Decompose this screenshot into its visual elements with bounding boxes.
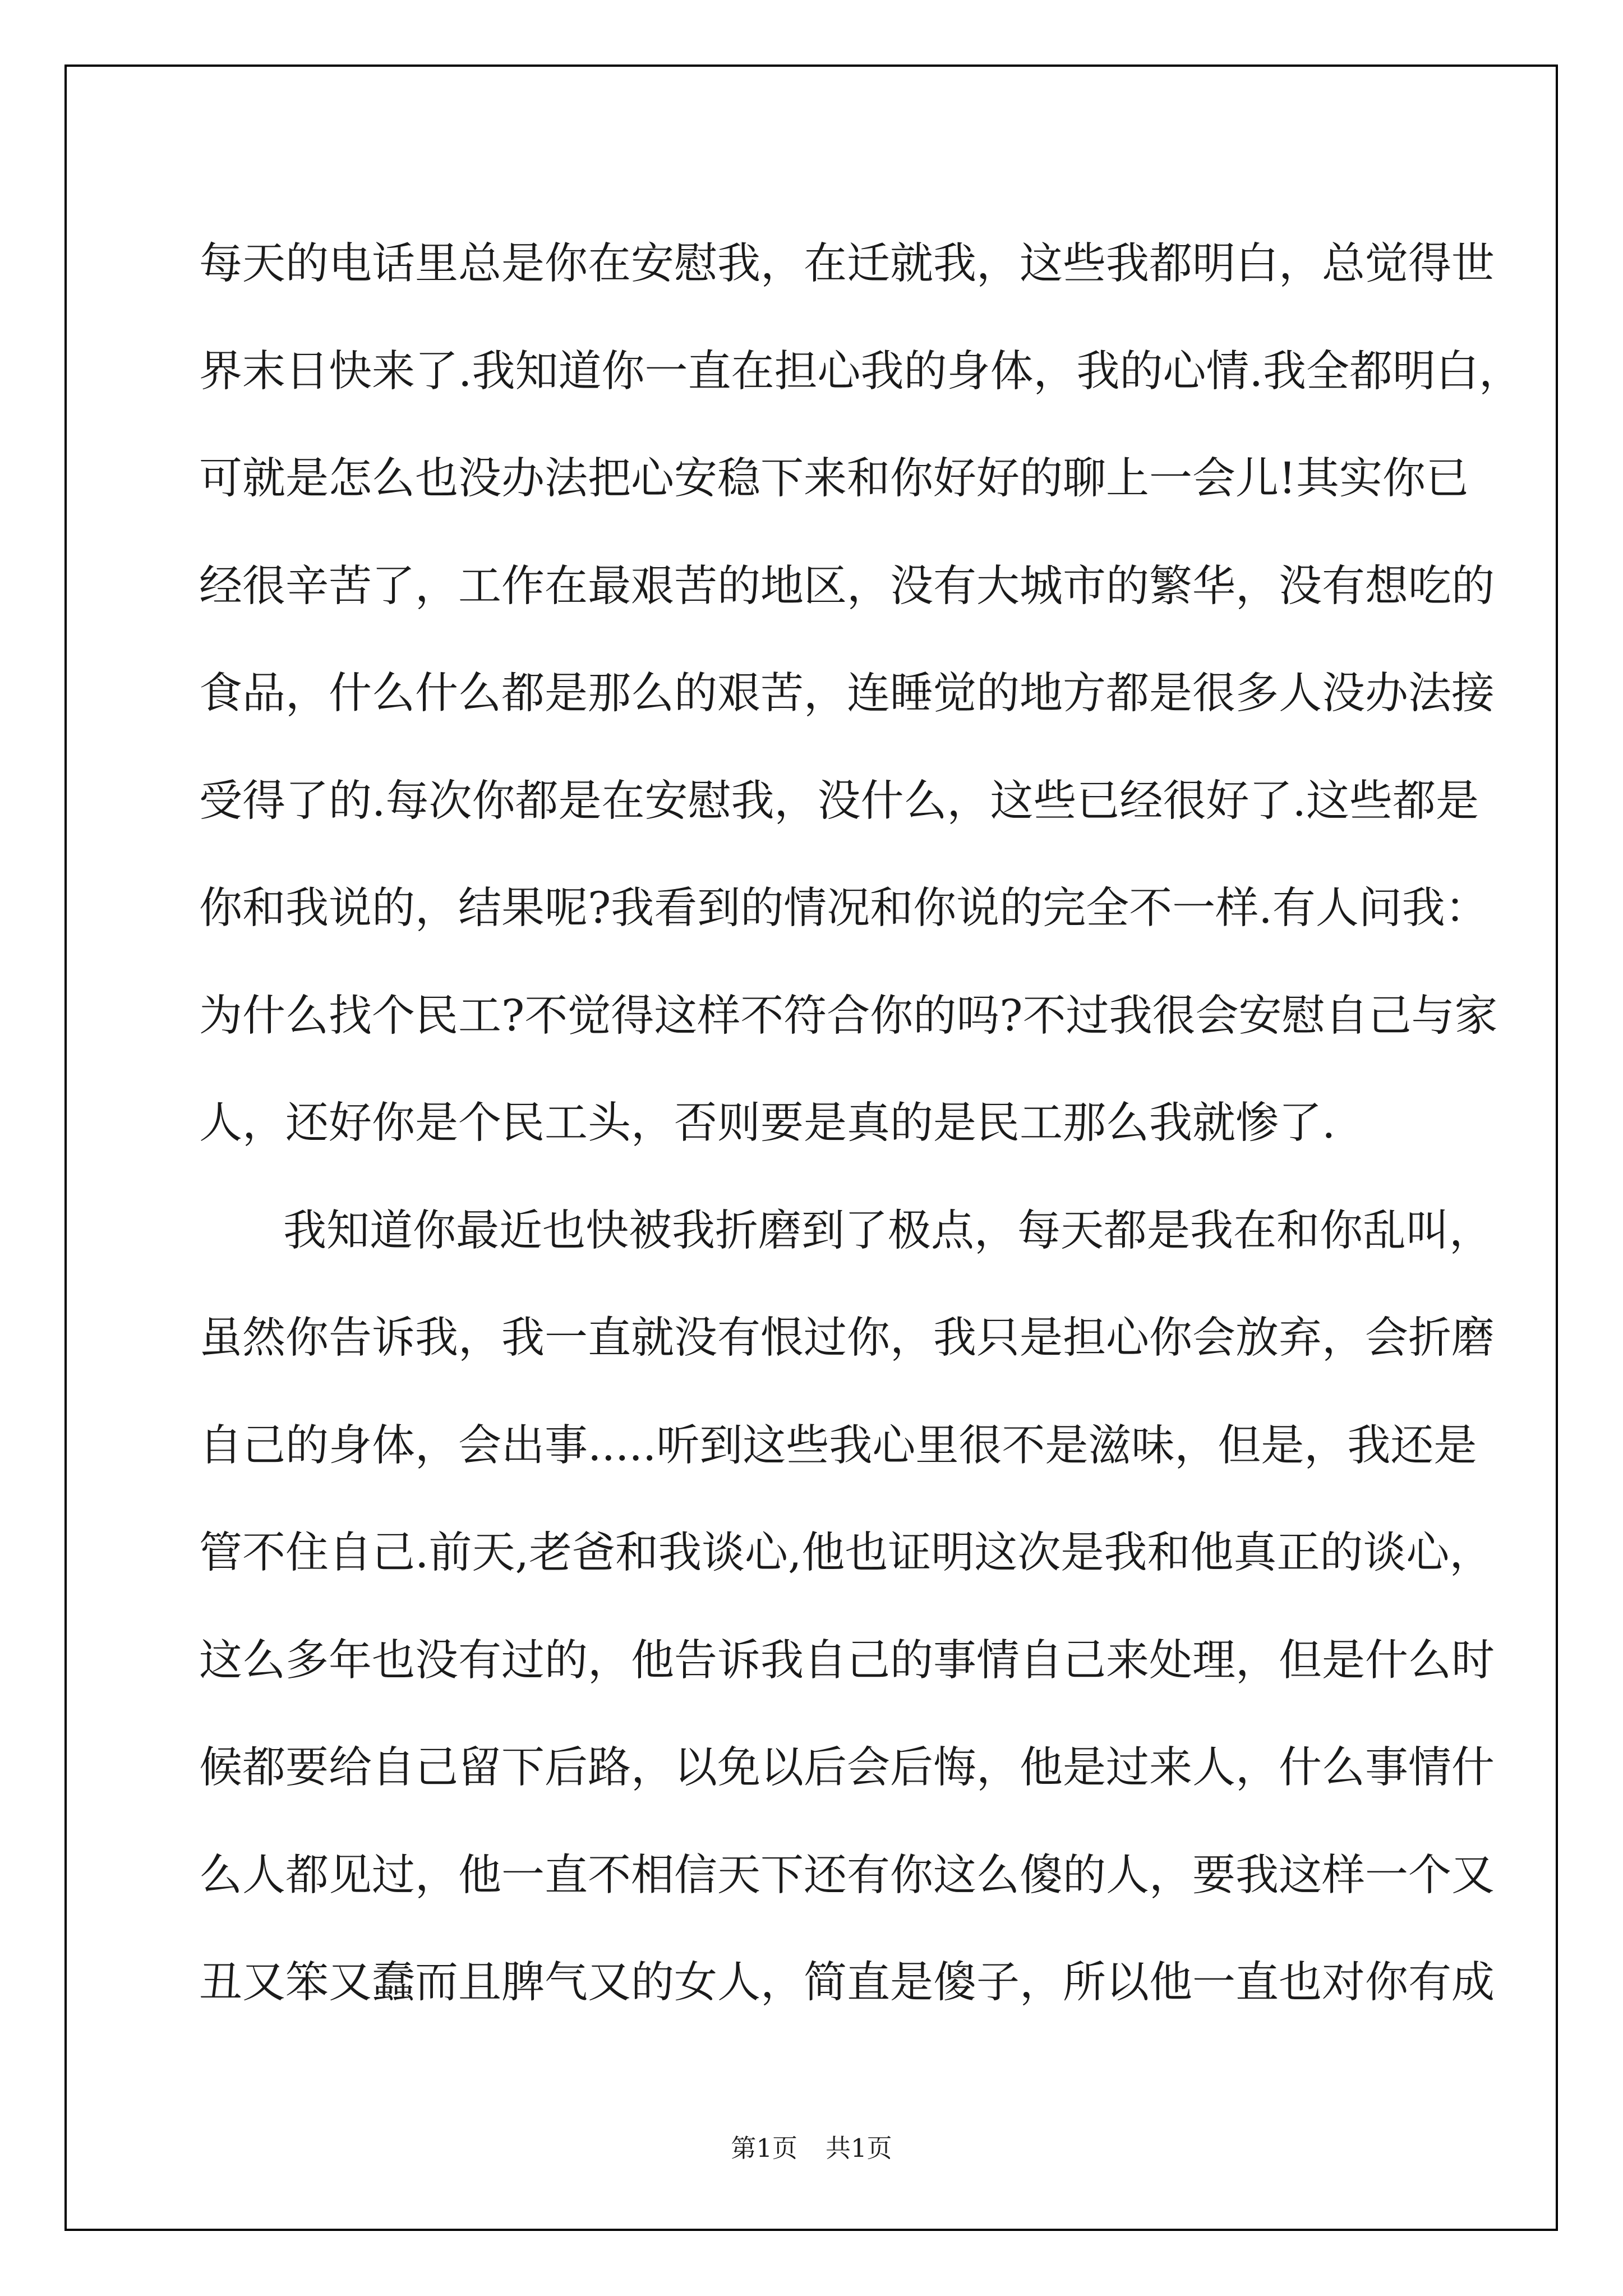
text-line: 食品，什么什么都是那么的艰苦，连睡觉的地方都是很多人没办法接 bbox=[199, 669, 1495, 719]
text-line: 候都要给自己留下后路，以免以后会后悔，他是过来人，什么事情什 bbox=[199, 1743, 1495, 1793]
page-total: 共1页 bbox=[826, 2133, 892, 2163]
text-line: 我知道你最近也快被我折磨到了极点，每天都是我在和你乱叫， bbox=[283, 1205, 1492, 1256]
page-body bbox=[199, 210, 1522, 2037]
text-line: 虽然你告诉我，我一直就没有恨过你，我只是担心你会放弃，会折磨 bbox=[199, 1313, 1495, 1363]
text-line: 么人都见过，他一直不相信天下还有你这么傻的人，要我这样一个又 bbox=[199, 1850, 1495, 1901]
text-line: 管不住自己.前天,老爸和我谈心,他也证明这次是我和他真正的谈心， bbox=[199, 1528, 1493, 1578]
text-line: 为什么找个民工?不觉得这样不符合你的吗?不过我很会安慰自己与家 bbox=[199, 991, 1498, 1041]
page-footer bbox=[0, 2132, 1623, 2165]
text-line: 每天的电话里总是你在安慰我，在迁就我，这些我都明白，总觉得世 bbox=[199, 239, 1495, 289]
text-line: 这么多年也没有过的，他告诉我自己的事情自己来处理，但是什么时 bbox=[199, 1635, 1495, 1686]
text-line: 你和我说的，结果呢?我看到的情况和你说的完全不一样.有人问我： bbox=[199, 884, 1488, 933]
text-line: 受得了的.每次你都是在安慰我，没什么，这些已经很好了.这些都是 bbox=[199, 776, 1479, 826]
text-line: 自己的身体，会出事.....听到这些我心里很不是滋味，但是，我还是 bbox=[199, 1420, 1477, 1471]
text-line: 人，还好你是个民工头，否则要是真的是民工那么我就惨了. bbox=[199, 1098, 1336, 1148]
text-line: 界末日快来了.我知道你一直在担心我的身体，我的心情.我全都明白， bbox=[199, 346, 1522, 397]
text-line: 可就是怎么也没办法把心安稳下来和你好好的聊上一会儿!其实你已 bbox=[199, 454, 1469, 504]
text-line: 丑又笨又蠢而且脾气又的女人，简直是傻子，所以他一直也对你有成 bbox=[199, 1958, 1495, 2008]
page-number: 第1页 bbox=[731, 2133, 797, 2163]
text-line: 经很辛苦了，工作在最艰苦的地区，没有大城市的繁华，没有想吃的 bbox=[199, 561, 1495, 611]
